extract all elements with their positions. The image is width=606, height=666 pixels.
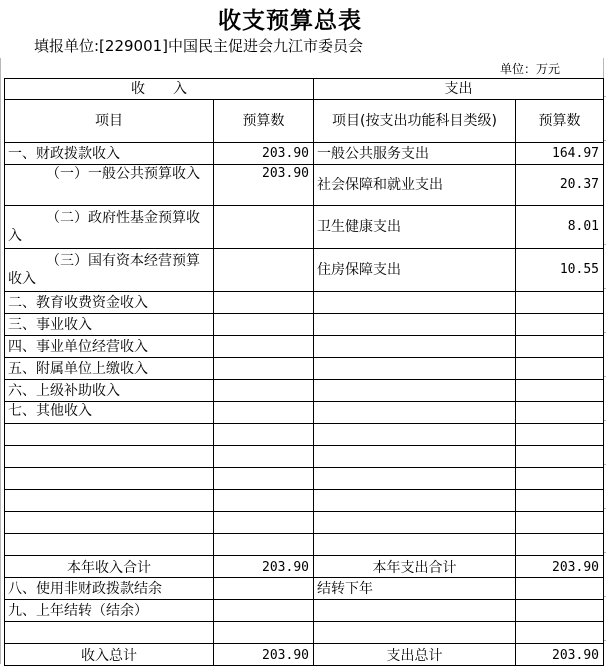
expense-value-cell xyxy=(516,380,604,402)
income-value-cell xyxy=(214,402,314,424)
table-row xyxy=(5,206,604,249)
expense-section-header: 支出 xyxy=(314,79,604,100)
empty-cell xyxy=(516,578,604,600)
expense-budget-header: 预算数 xyxy=(516,100,604,143)
table-row-empty xyxy=(5,512,604,534)
expense-value-cell xyxy=(516,402,604,424)
empty-cell xyxy=(214,446,314,468)
expense-item-cell xyxy=(314,402,516,424)
income-value-cell xyxy=(214,358,314,380)
empty-cell xyxy=(516,534,604,556)
expense-item-cell: 一般公共服务支出 xyxy=(314,143,516,165)
expense-item-cell xyxy=(314,380,516,402)
table-row xyxy=(5,165,604,206)
table-row-empty xyxy=(5,424,604,446)
table-row xyxy=(5,358,604,380)
table-section-header xyxy=(5,79,604,100)
income-item-cell: （二）政府性基金预算收入 xyxy=(5,206,214,249)
empty-cell xyxy=(516,512,604,534)
empty-cell xyxy=(5,446,214,468)
empty-cell xyxy=(214,468,314,490)
empty-cell xyxy=(314,534,516,556)
table-row xyxy=(5,336,604,358)
expense-value-cell: 20.37 xyxy=(516,165,604,206)
expense-year-total-label: 本年支出合计 xyxy=(314,556,516,578)
table-row xyxy=(5,380,604,402)
previous-carry-label: 九、上年结转（结余） xyxy=(5,600,214,622)
table-row-empty xyxy=(5,468,604,490)
empty-cell xyxy=(314,600,516,622)
empty-cell xyxy=(5,490,214,512)
empty-cell xyxy=(5,622,214,644)
income-item-cell: 四、事业单位经营收入 xyxy=(5,336,214,358)
empty-cell xyxy=(314,446,516,468)
income-item-cell: （一）一般公共预算收入 xyxy=(5,165,214,206)
income-value-cell: 203.90 xyxy=(214,143,314,165)
grand-total-row xyxy=(5,644,604,666)
empty-cell xyxy=(214,622,314,644)
year-total-row xyxy=(5,556,604,578)
table-row-empty xyxy=(5,446,604,468)
nonfiscal-row xyxy=(5,578,604,600)
table-row xyxy=(5,143,604,165)
income-item-header: 项目 xyxy=(5,100,214,143)
income-value-cell xyxy=(214,314,314,336)
empty-cell xyxy=(5,512,214,534)
table-row-empty xyxy=(5,490,604,512)
empty-cell xyxy=(214,490,314,512)
expense-item-cell xyxy=(314,336,516,358)
empty-cell xyxy=(314,424,516,446)
table-row xyxy=(5,292,604,314)
expense-item-header: 项目(按支出功能科目类级) xyxy=(314,100,516,143)
empty-cell xyxy=(214,512,314,534)
expense-item-cell: 卫生健康支出 xyxy=(314,206,516,249)
expense-grand-total-label: 支出总计 xyxy=(314,644,516,666)
expense-item-cell xyxy=(314,358,516,380)
empty-cell xyxy=(516,490,604,512)
budget-table xyxy=(4,78,604,666)
expense-value-cell: 164.97 xyxy=(516,143,604,165)
empty-cell xyxy=(5,424,214,446)
expense-year-total-value: 203.90 xyxy=(516,556,604,578)
income-item-cell: （三）国有资本经营预算收入 xyxy=(5,249,214,292)
empty-cell xyxy=(314,622,516,644)
expense-value-cell: 8.01 xyxy=(516,206,604,249)
empty-cell xyxy=(214,578,314,600)
income-item-cell: 五、附属单位上缴收入 xyxy=(5,358,214,380)
carry-forward-label: 结转下年 xyxy=(314,578,516,600)
empty-cell xyxy=(516,622,604,644)
expense-value-cell xyxy=(516,292,604,314)
page-title: 收支预算总表 xyxy=(218,8,362,34)
empty-cell xyxy=(314,512,516,534)
table-row-empty xyxy=(5,534,604,556)
income-item-cell: 六、上级补助收入 xyxy=(5,380,214,402)
expense-value-cell xyxy=(516,358,604,380)
expense-item-cell: 住房保障支出 xyxy=(314,249,516,292)
expense-item-cell xyxy=(314,292,516,314)
filler-unit: 填报单位:[229001]中国民主促进会九江市委员会 xyxy=(34,37,364,55)
expense-grand-total-value: 203.90 xyxy=(516,644,604,666)
income-value-cell: 203.90 xyxy=(214,165,314,206)
income-value-cell xyxy=(214,249,314,292)
expense-value-cell xyxy=(516,314,604,336)
empty-cell xyxy=(5,534,214,556)
nonfiscal-label: 八、使用非财政拨款结余 xyxy=(5,578,214,600)
expense-value-cell xyxy=(516,336,604,358)
income-year-total-value: 203.90 xyxy=(214,556,314,578)
income-grand-total-label: 收入总计 xyxy=(5,644,214,666)
income-grand-total-value: 203.90 xyxy=(214,644,314,666)
income-item-cell: 二、教育收费资金收入 xyxy=(5,292,214,314)
income-value-cell xyxy=(214,336,314,358)
empty-cell xyxy=(516,446,604,468)
empty-cell xyxy=(5,468,214,490)
income-section-header: 收 入 xyxy=(5,79,314,100)
income-value-cell xyxy=(214,206,314,249)
expense-value-cell: 10.55 xyxy=(516,249,604,292)
empty-cell xyxy=(516,600,604,622)
income-value-cell xyxy=(214,292,314,314)
empty-cell xyxy=(516,424,604,446)
sheet-left-edge xyxy=(0,58,1,664)
empty-cell xyxy=(314,468,516,490)
income-item-cell: 七、其他收入 xyxy=(5,402,214,424)
empty-cell xyxy=(314,490,516,512)
empty-cell xyxy=(516,468,604,490)
table-column-header xyxy=(5,100,604,143)
table-row xyxy=(5,314,604,336)
income-value-cell xyxy=(214,380,314,402)
expense-item-cell xyxy=(314,314,516,336)
expense-item-cell: 社会保障和就业支出 xyxy=(314,165,516,206)
empty-cell xyxy=(214,424,314,446)
previous-carry-row xyxy=(5,600,604,622)
income-item-cell: 一、财政拨款收入 xyxy=(5,143,214,165)
income-item-cell: 三、事业收入 xyxy=(5,314,214,336)
table-row xyxy=(5,249,604,292)
income-budget-header: 预算数 xyxy=(214,100,314,143)
income-year-total-label: 本年收入合计 xyxy=(5,556,214,578)
money-unit: 单位：万元 xyxy=(500,62,561,76)
empty-cell xyxy=(214,534,314,556)
table-row xyxy=(5,402,604,424)
table-row-empty xyxy=(5,622,604,644)
empty-cell xyxy=(214,600,314,622)
